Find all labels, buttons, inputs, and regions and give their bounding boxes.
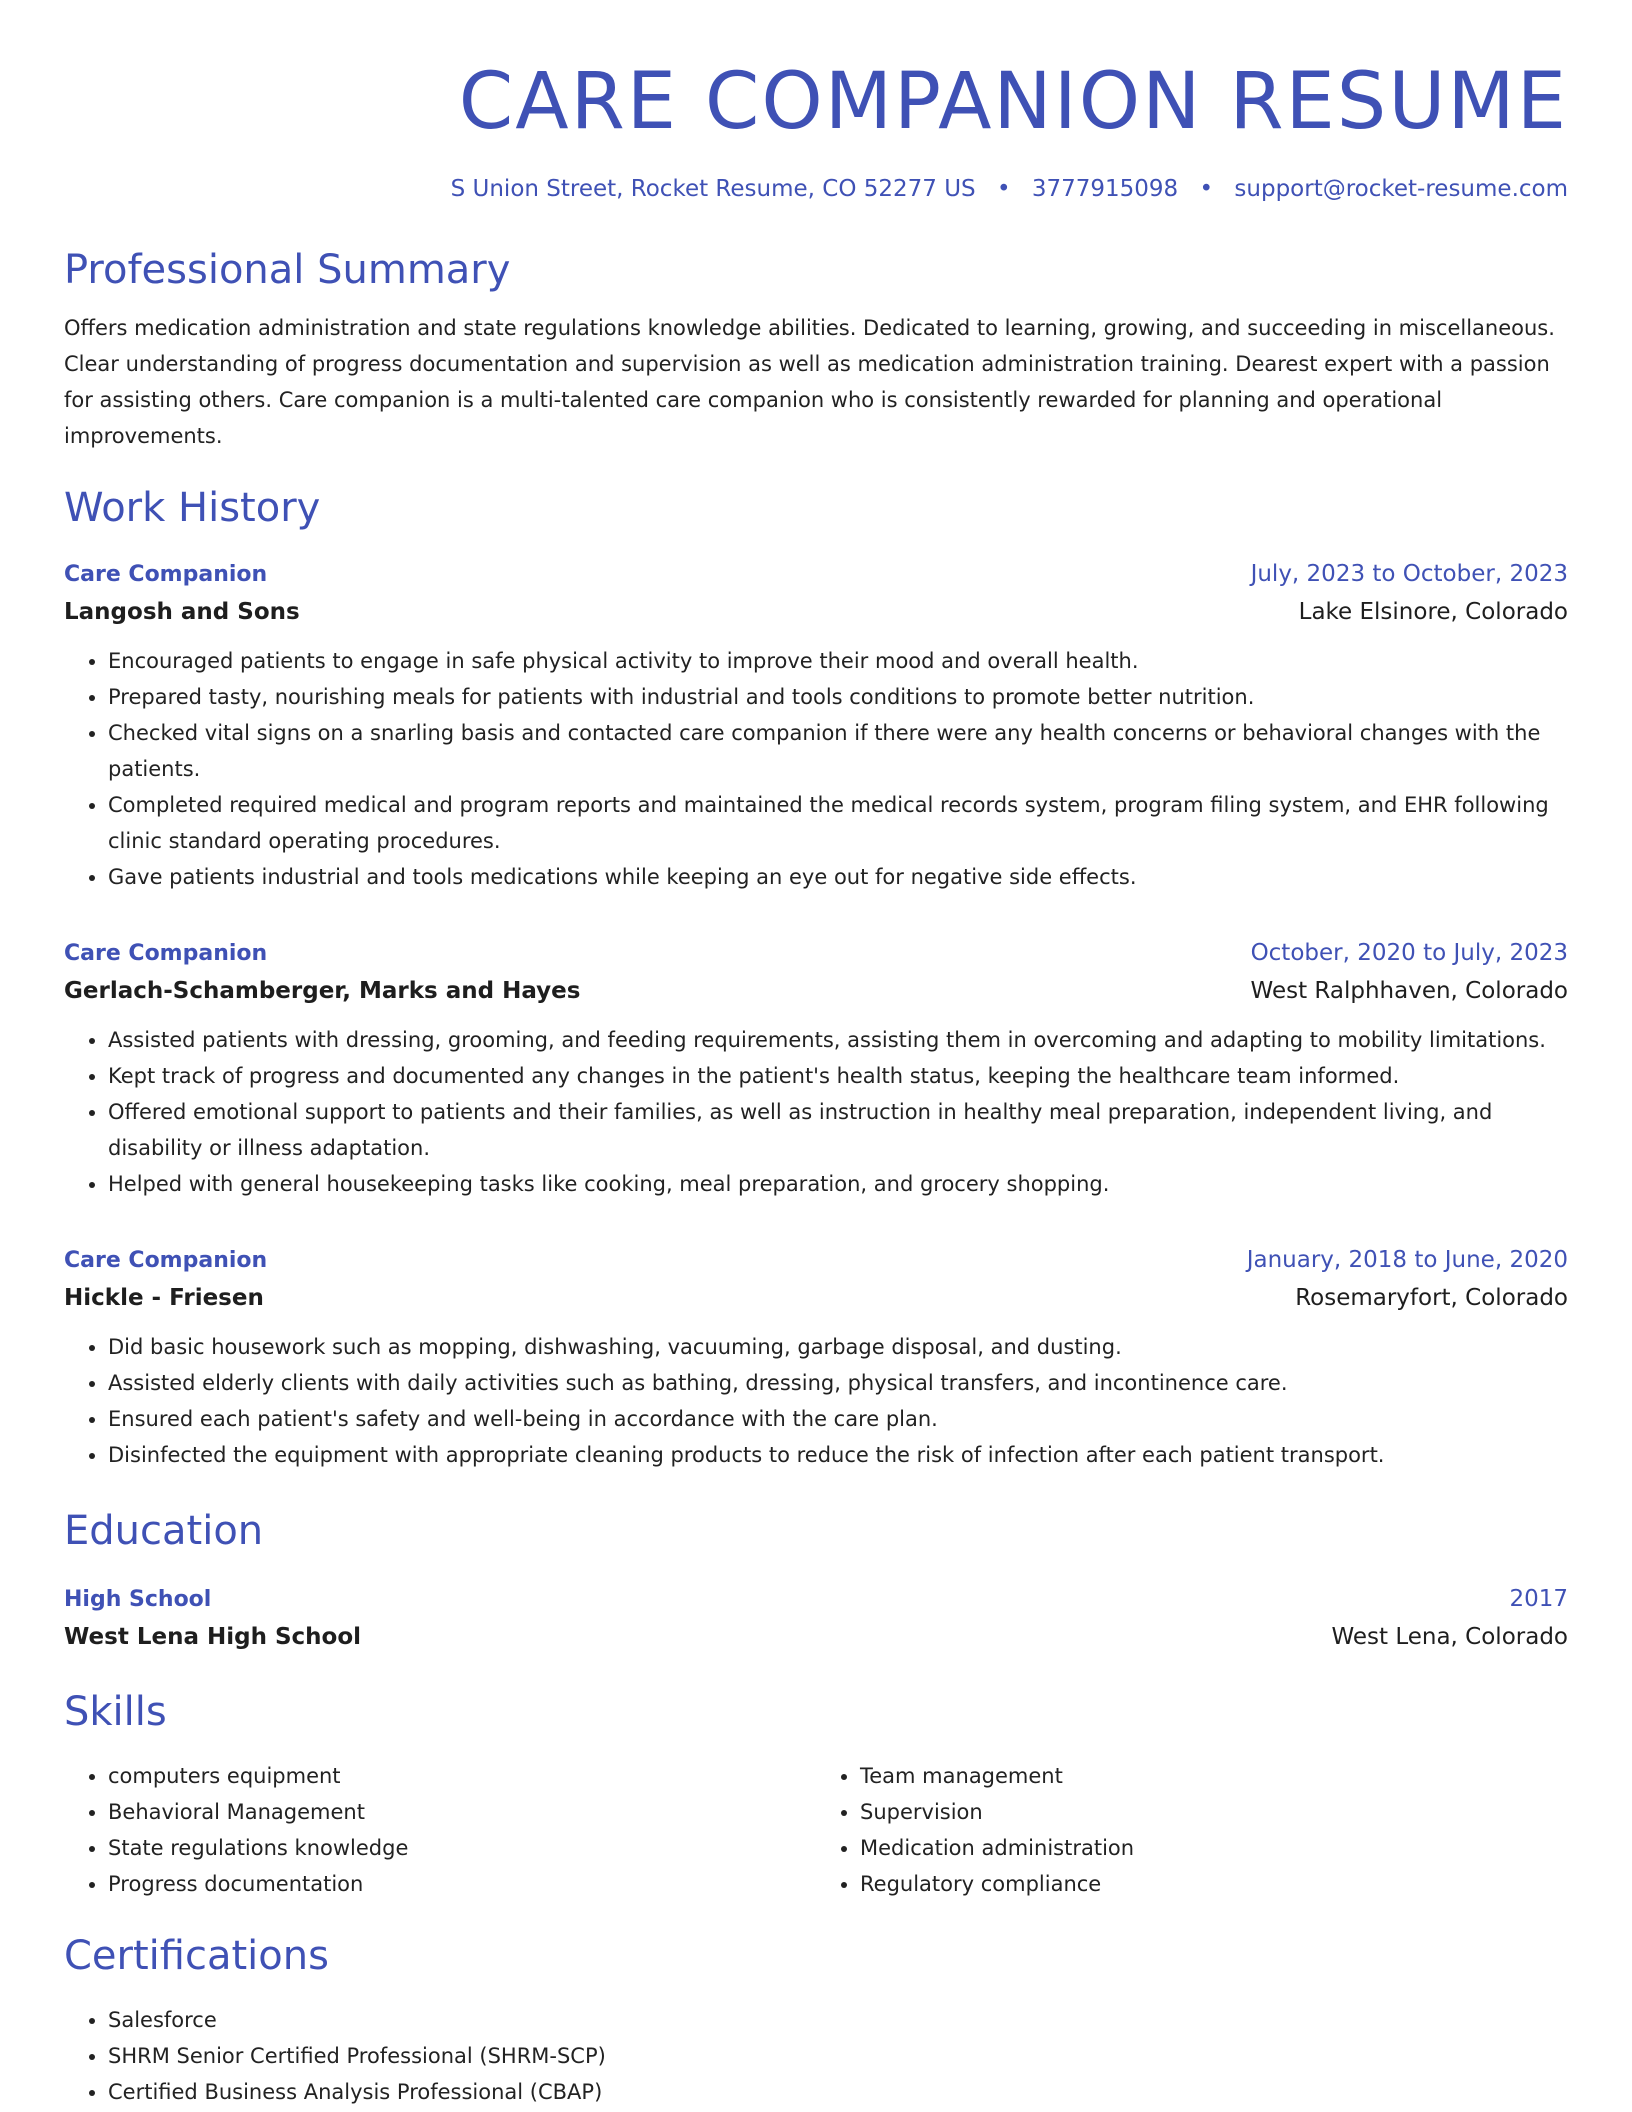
job-bullet: • Assisted elderly clients with daily activities such as bathing, dressing, physical transfers, and incontinence care.: [108, 1365, 1568, 1401]
skills-column-right: [816, 1758, 1568, 1902]
certifications-heading: Certifications: [64, 1933, 329, 1979]
skills-list: [64, 1758, 1568, 1902]
contact-separator: •: [996, 176, 1011, 202]
job-bullet: • Completed required medical and program reports and maintained the medical records system, program filing system, and EHR following clinic standard operating procedures.: [108, 787, 1568, 859]
job-bullet: • Assisted patients with dressing, grooming, and feeding requirements, assisting them in overcoming and adapting to mobility limitations.: [108, 1022, 1568, 1058]
job-title: Care Companion: [64, 941, 268, 966]
job-bullet: • Ensured each patient's safety and well-being in accordance with the care plan.: [108, 1401, 1568, 1437]
job-company: Langosh and Sons: [64, 599, 300, 625]
job-bullets: [64, 643, 1568, 895]
education-entry: [64, 1581, 1568, 1656]
certification-item: • Salesforce: [108, 2002, 1568, 2038]
skill-item: • State regulations knowledge: [108, 1830, 816, 1866]
education-school: West Lena High School: [64, 1624, 362, 1650]
job-bullet: • Checked vital signs on a snarling basis and contacted care companion if there were any health concerns or behavioral changes with the patients.: [108, 715, 1568, 787]
job-title: Care Companion: [64, 1248, 268, 1273]
job-bullets: [64, 1022, 1568, 1202]
skill-item: • Supervision: [860, 1794, 1568, 1830]
job-dates: October, 2020 to July, 2023: [1250, 940, 1568, 966]
job-bullet: • Kept track of progress and documented any changes in the patient's health status, keeping the healthcare team informed.: [108, 1058, 1568, 1094]
skill-item: • Medication administration: [860, 1830, 1568, 1866]
contact-email[interactable]: support@rocket-resume.com: [1234, 176, 1568, 202]
resume-title: CARE COMPANION RESUME: [458, 57, 1568, 147]
skill-item: • Progress documentation: [108, 1866, 816, 1902]
job-bullet: • Helped with general housekeeping tasks like cooking, meal preparation, and grocery shopping.: [108, 1166, 1568, 1202]
skill-item: • Team management: [860, 1758, 1568, 1794]
job-bullet: • Disinfected the equipment with appropriate cleaning products to reduce the risk of infection after each patient transport.: [108, 1437, 1568, 1473]
skill-item: • Regulatory compliance: [860, 1866, 1568, 1902]
education-year: 2017: [1509, 1586, 1568, 1612]
job-company: Gerlach-Schamberger, Marks and Hayes: [64, 978, 581, 1004]
job-bullet: • Prepared tasty, nourishing meals for patients with industrial and tools conditions to promote better nutrition.: [108, 679, 1568, 715]
contact-address: S Union Street, Rocket Resume, CO 52277 US: [450, 176, 976, 202]
job-location: Rosemaryfort, Colorado: [1295, 1285, 1568, 1311]
job-location: West Ralphhaven, Colorado: [1250, 978, 1568, 1004]
summary-heading: Professional Summary: [64, 247, 511, 293]
skills-heading: Skills: [64, 1689, 167, 1735]
job-entry: [64, 556, 1568, 895]
job-bullet: • Encouraged patients to engage in safe physical activity to improve their mood and overall health.: [108, 643, 1568, 679]
job-bullets: [64, 1329, 1568, 1473]
job-entry: [64, 935, 1568, 1202]
contact-separator: •: [1199, 176, 1214, 202]
certifications-list: [64, 2002, 1568, 2110]
summary-text: Offers medication administration and state regulations knowledge abilities. Dedicated to learning, growing, and succeeding in miscellaneous. Clear understanding of progress documentation and supervision as well as medication administration training. Dearest expert with a passion for assisting others. Care companion is a multi-talented care companion who is consistently rewarded for planning and operational improvements.: [64, 316, 1555, 448]
certification-item: • Certified Business Analysis Professional (CBAP): [108, 2074, 1568, 2110]
skills-column-left: [64, 1758, 816, 1902]
education-degree: High School: [64, 1587, 212, 1612]
skill-item: • computers equipment: [108, 1758, 816, 1794]
job-bullet: • Offered emotional support to patients and their families, as well as instruction in healthy meal preparation, independent living, and disability or illness adaptation.: [108, 1094, 1568, 1166]
job-title: Care Companion: [64, 562, 268, 587]
education-location: West Lena, Colorado: [1331, 1624, 1568, 1650]
work-history-heading: Work History: [64, 485, 321, 531]
contact-phone: 3777915098: [1031, 176, 1179, 202]
contact-line: [64, 174, 1568, 204]
job-location: Lake Elsinore, Colorado: [1298, 599, 1568, 625]
job-entry: [64, 1242, 1568, 1473]
job-dates: July, 2023 to October, 2023: [1250, 561, 1568, 587]
job-bullet: • Did basic housework such as mopping, dishwashing, vacuuming, garbage disposal, and dusting.: [108, 1329, 1568, 1365]
certification-item: • SHRM Senior Certified Professional (SHRM-SCP): [108, 2038, 1568, 2074]
job-bullet: • Gave patients industrial and tools medications while keeping an eye out for negative side effects.: [108, 859, 1568, 895]
job-company: Hickle - Friesen: [64, 1285, 264, 1311]
skill-item: • Behavioral Management: [108, 1794, 816, 1830]
job-dates: January, 2018 to June, 2020: [1246, 1247, 1568, 1273]
education-heading: Education: [64, 1508, 264, 1554]
